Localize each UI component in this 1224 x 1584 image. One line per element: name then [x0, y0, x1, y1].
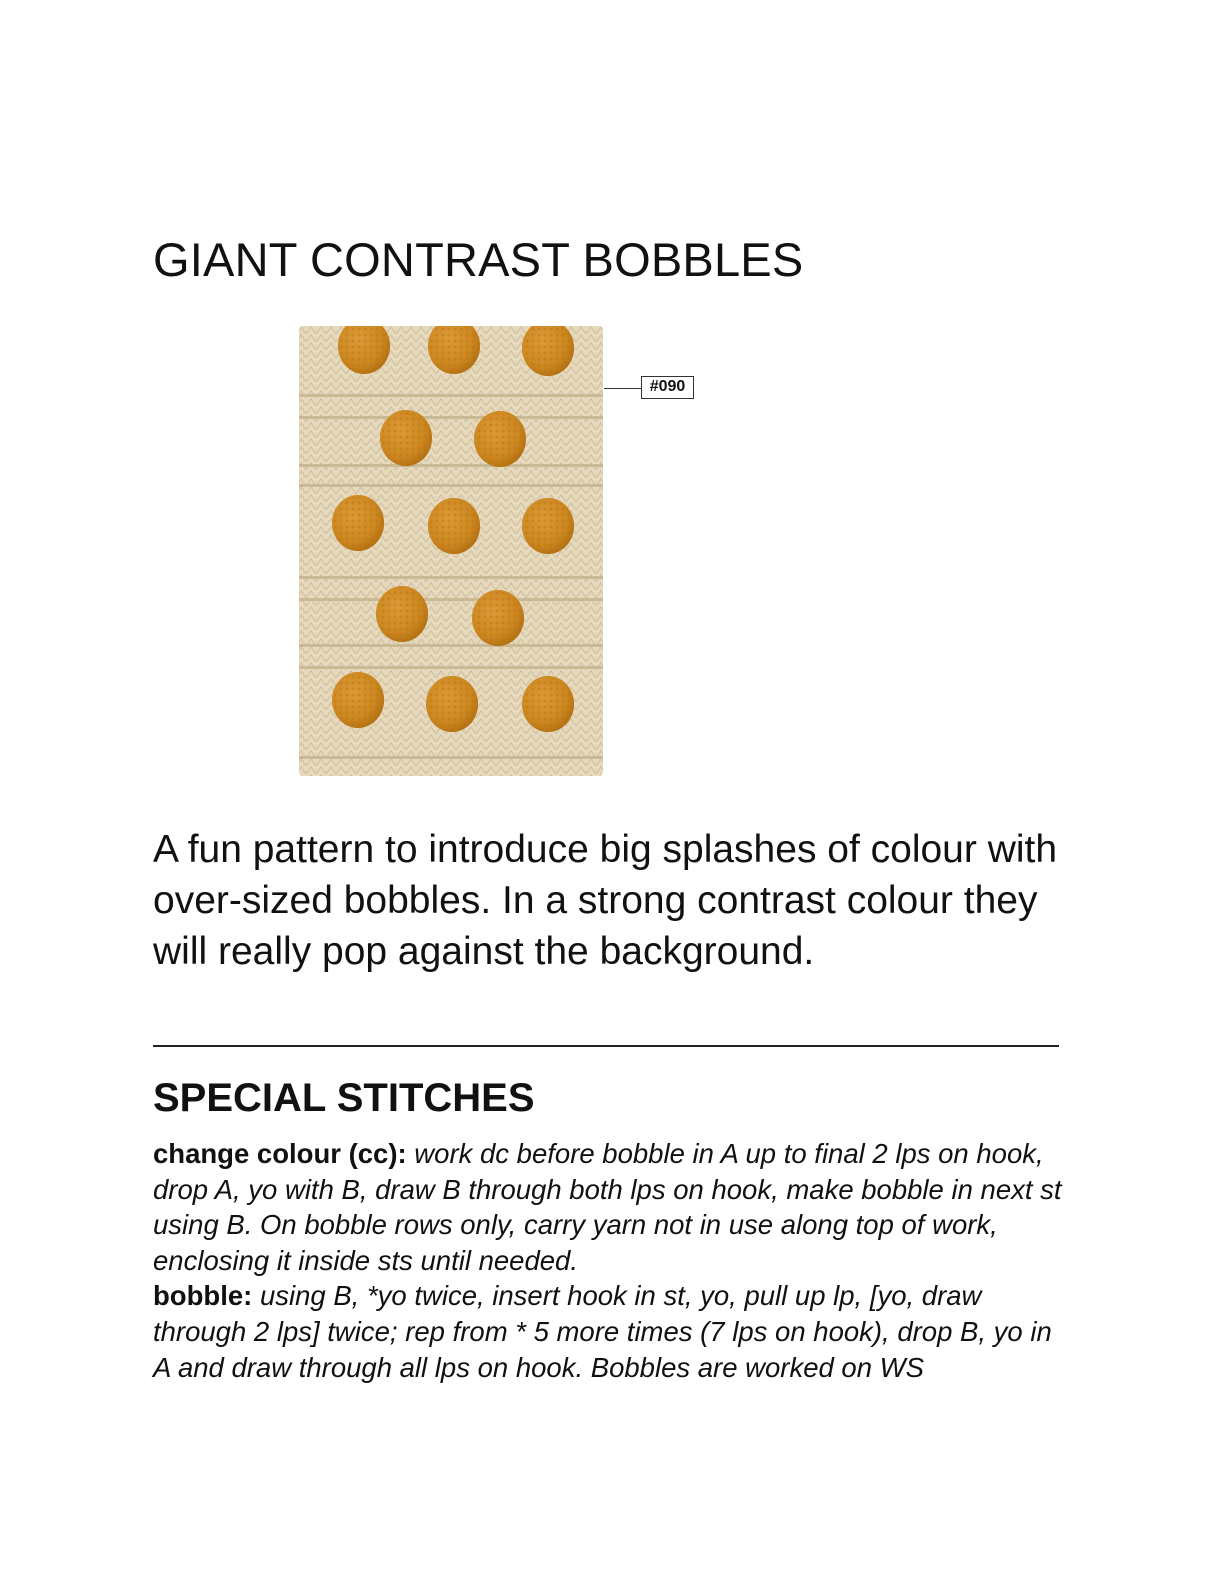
bobble	[472, 590, 524, 646]
bobble	[376, 586, 428, 642]
swatch-row-ridge	[299, 484, 603, 487]
bobble	[428, 498, 480, 554]
page-title: GIANT CONTRAST BOBBLES	[153, 233, 804, 286]
bobble	[522, 498, 574, 554]
swatch-row-ridge	[299, 598, 603, 601]
swatch-row-ridge	[299, 464, 603, 467]
stitch-entry-bobble	[153, 1278, 1063, 1385]
swatch-number-tag: #090	[641, 376, 694, 399]
swatch-row-ridge	[299, 576, 603, 579]
bobble	[522, 676, 574, 732]
stitch-term: bobble:	[153, 1280, 253, 1312]
swatch-row-ridge	[299, 756, 603, 759]
bobble	[426, 676, 478, 732]
stitch-description: work dc before bobble in A up to final 2 lps on hook, drop A, yo with B, draw B through both lps on hook, make bobble in next st using B. On bobble rows only, carry yarn not in use along top of work, enclosing it inside sts until needed.	[153, 1138, 1062, 1276]
section-heading-special-stitches: SPECIAL STITCHES	[153, 1076, 535, 1120]
stitch-entry-change-colour	[153, 1136, 1063, 1278]
bobble	[332, 495, 384, 551]
bobble	[474, 411, 526, 467]
swatch-row-ridge	[299, 394, 603, 397]
intro-paragraph: A fun pattern to introduce big splashes of colour with over-sized bobbles. In a strong contrast colour they will really pop against the background.	[153, 828, 1058, 973]
bobble	[332, 672, 384, 728]
crochet-swatch-illustration	[296, 326, 606, 778]
swatch-row-ridge	[299, 416, 603, 419]
stitch-description: using B, *yo twice, insert hook in st, yo, pull up lp, [yo, draw through 2 lps] twice; rep from * 5 more times (7 lps on hook), drop B, yo in A and draw through all lps on hook. Bobbles are worked on WS	[153, 1280, 1052, 1383]
swatch-row-ridge	[299, 644, 603, 647]
bobble	[380, 410, 432, 466]
swatch-row-ridge	[299, 666, 603, 669]
stitch-term: change colour (cc):	[153, 1138, 407, 1169]
swatch-leader-line	[604, 388, 641, 389]
special-stitches-list	[153, 1136, 1063, 1385]
swatch-photo	[296, 326, 606, 778]
section-divider	[153, 1045, 1059, 1047]
